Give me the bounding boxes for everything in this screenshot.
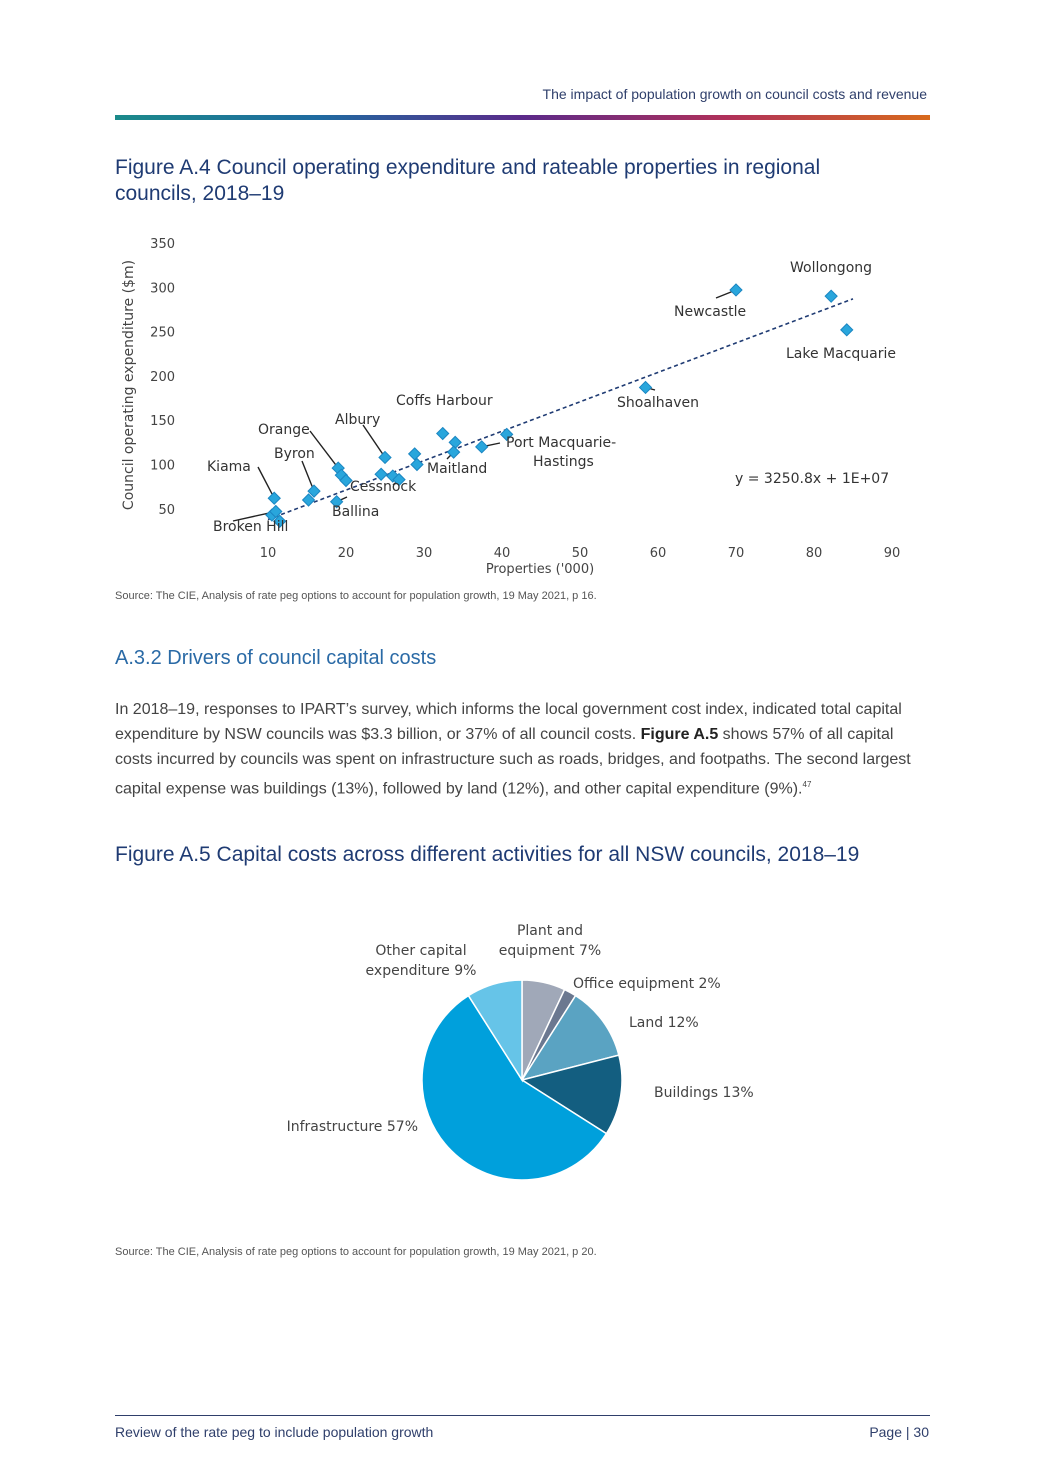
x-tick-label: 90 [883,546,901,561]
figure-a4-title-line2: councils, 2018–19 [115,182,285,205]
x-tick-label: 80 [805,546,823,561]
x-tick-label: 70 [727,546,745,561]
y-tick-label: 100 [150,458,175,474]
x-tick-label: 40 [493,546,511,561]
label-broken-hill: Broken Hill [213,519,289,535]
pie-label-buildings: Buildings 13% [654,1085,754,1101]
section-heading: A.3.2 Drivers of council capital costs [115,647,437,669]
pie-chart [260,915,800,1195]
footnote-ref: 47 [802,780,812,789]
scatter-point [476,441,488,453]
figure-a5-title: Figure A.5 Capital costs across different activities for all NSW councils, 2018–19 [115,843,860,866]
label-port-macquarie-line1: Port Macquarie- [506,435,617,451]
label-kiama: Kiama [207,459,251,475]
header-gradient-rule [115,115,930,120]
figure-a4-title [115,155,820,207]
pie-label-plant-line2: equipment 7% [498,943,602,959]
label-wollongong: Wollongong [790,260,873,276]
y-tick-label: 150 [150,414,175,430]
x-tick-label: 10 [259,546,277,561]
scatter-point [379,451,391,463]
scatter-point [268,492,280,504]
scatter-y-axis-label-group [121,260,137,510]
footer-title: Review of the rate peg to include population growth [115,1424,434,1440]
scatter-y-axis-label: Council operating expenditure ($m) [121,259,137,511]
paragraph-part1: In 2018–19, responses to IPART’s survey, which informs the local government cost index, indicated total capital expenditure by NSW councils was $3.3 billion, or 37% of all council costs. [115,701,902,743]
label-newcastle: Newcastle [674,304,747,320]
label-maitland: Maitland [427,461,488,477]
x-tick-label: 60 [649,546,667,561]
pie-label-office: Office equipment 2% [573,976,721,992]
pie-label-other-line2: expenditure 9% [365,963,477,979]
y-tick-label: 200 [150,369,175,385]
pie-label-infrastructure: Infrastructure 57% [286,1119,418,1135]
scatter-point [825,290,837,302]
scatter-point [437,428,449,440]
figure-a4-source: Source: The CIE, Analysis of rate peg options to account for population growth, 19 May 2021, p 16. [115,590,597,602]
label-leader-line [363,425,385,457]
x-tick-label: 50 [571,546,589,561]
label-ballina: Ballina [332,504,380,520]
figure-a4-title-line1: Figure A.4 Council operating expenditure and rateable properties in regional [115,156,821,179]
x-tick-label: 20 [337,546,355,561]
pie-label-land: Land 12% [629,1015,699,1031]
page-number: Page | 30 [869,1424,929,1440]
pie-label-plant-line1: Plant and [516,923,584,939]
label-coffs-harbour: Coffs Harbour [396,393,493,409]
x-tick-label: 30 [415,546,433,561]
figure-a5-source: Source: The CIE, Analysis of rate peg options to account for population growth, 19 May 2021, p 20. [115,1246,597,1258]
figure-a5-reference: Figure A.5 [640,726,719,743]
body-paragraph [115,697,930,801]
scatter-chart [115,225,915,585]
scatter-point [409,448,421,460]
label-orange: Orange [258,422,310,438]
scatter-x-axis-label: Properties ('000) [485,562,595,577]
y-tick-label: 50 [158,502,175,518]
label-lake-macquarie: Lake Macquarie [786,346,897,362]
paragraph-part2: shows 57% of all capital costs incurred by councils was spent on infrastructure such as roads, bridges, and footpaths. The second largest capital expense was buildings (13%), followed by land (12%), and other capital expenditure (9%). [115,726,911,798]
scatter-point [640,381,652,393]
scatter-point [841,324,853,336]
label-shoalhaven: Shoalhaven [617,395,700,411]
scatter-point [411,459,423,471]
footer-rule [115,1415,930,1416]
y-tick-label: 350 [150,237,175,252]
trendline-equation: y = 3250.8x + 1E+07 [735,471,890,487]
label-cessnock: Cessnock [350,479,417,495]
label-leader-line [258,467,274,498]
y-tick-label: 300 [150,281,175,297]
label-byron: Byron [274,446,315,462]
y-tick-label: 250 [150,325,175,341]
pie-label-other-line1: Other capital [375,943,467,959]
label-albury: Albury [335,412,381,428]
scatter-point [730,284,742,296]
running-header: The impact of population growth on council costs and revenue [542,86,927,102]
label-port-macquarie-line2: Hastings [533,454,594,470]
